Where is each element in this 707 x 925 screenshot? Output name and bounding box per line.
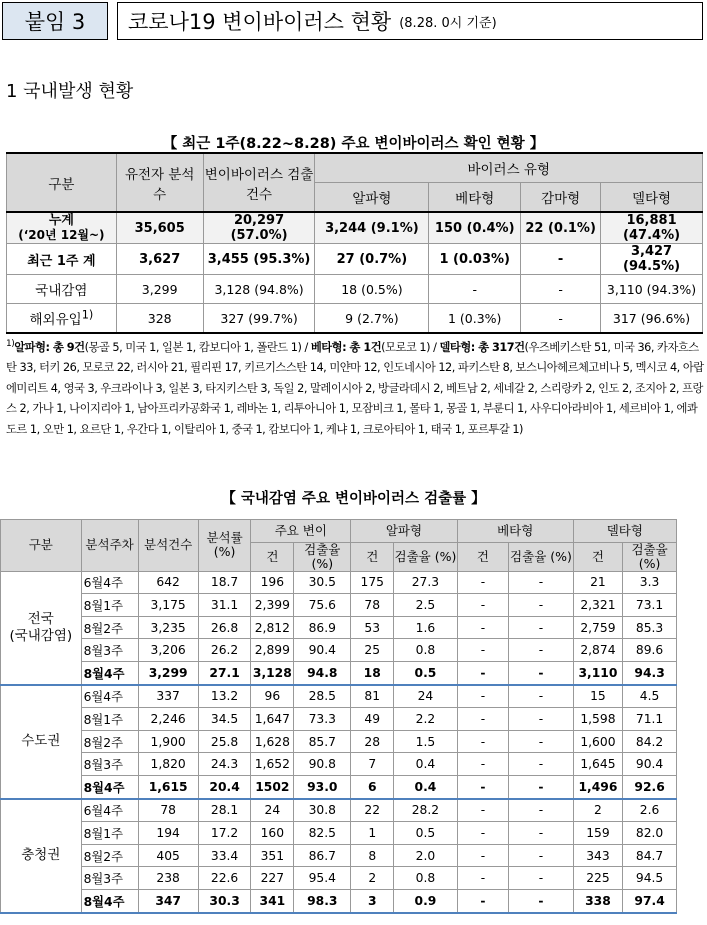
cell: 2 xyxy=(351,867,394,890)
col-header-cases: 건 xyxy=(457,542,509,571)
footnote-alpha-text: (몽골 5, 미국 1, 일본 1, 캄보디아 1, 폴란드 1) / xyxy=(84,340,311,354)
cell: 75.6 xyxy=(294,594,351,617)
cell: 93.0 xyxy=(294,775,351,798)
col-header-major: 주요 변이 xyxy=(251,520,351,543)
week-cell: 8월2주 xyxy=(81,616,138,639)
cell: 30.8 xyxy=(294,799,351,822)
region-label xyxy=(1,571,82,684)
col-header-beta: 베타형 xyxy=(429,183,521,213)
footnote-beta-label: 베타형: 총 1건 xyxy=(310,340,382,354)
table2-caption: 【 국내감염 주요 변이바이러스 검출률 】 xyxy=(221,491,486,507)
cell: 1,900 xyxy=(138,730,198,753)
cell: 1,647 xyxy=(251,708,294,731)
row-label xyxy=(7,304,117,334)
cell: 175 xyxy=(351,571,394,594)
cell: 238 xyxy=(138,867,198,890)
cell: - xyxy=(509,571,573,594)
cell: 3,627 xyxy=(116,244,203,275)
cell: 27 (0.7%) xyxy=(315,244,429,275)
cell: 1,600 xyxy=(573,730,622,753)
cell: 0.8 xyxy=(394,639,457,662)
cell: 0.5 xyxy=(394,822,457,845)
cell: 1,645 xyxy=(573,753,622,776)
table-row xyxy=(1,889,677,912)
table-row xyxy=(1,799,677,822)
week-cell: 8월1주 xyxy=(81,708,138,731)
col-header-variant: 변이바이러스 검출 건수 xyxy=(203,153,315,212)
cell: 642 xyxy=(138,571,198,594)
cell: 94.8 xyxy=(294,661,351,684)
cell: 2,812 xyxy=(251,616,294,639)
cell: 28.1 xyxy=(198,799,251,822)
footnote xyxy=(6,334,706,440)
cell: 6 xyxy=(351,775,394,798)
cell: - xyxy=(509,616,573,639)
cell: - xyxy=(509,753,573,776)
cell: 2,759 xyxy=(573,616,622,639)
row-label-text: 해외유입 xyxy=(29,312,82,328)
cell: 338 xyxy=(573,889,622,912)
cell: 24.3 xyxy=(198,753,251,776)
footnote-beta-text: (모로코 1) / xyxy=(381,340,440,354)
cell: - xyxy=(509,844,573,867)
cell: 1 (0.3%) xyxy=(429,304,521,334)
cell: 1.5 xyxy=(394,730,457,753)
table-row xyxy=(1,730,677,753)
cell: 2,246 xyxy=(138,708,198,731)
col-header-detect: 검출율 (%) xyxy=(394,542,457,571)
region-label-main: 충청권 xyxy=(21,847,61,864)
cell: 2.5 xyxy=(394,594,457,617)
cell: 33.4 xyxy=(198,844,251,867)
cell: - xyxy=(429,275,521,304)
cell: 2 xyxy=(573,799,622,822)
col-header-week: 분석주차 xyxy=(81,520,138,572)
cell: 347 xyxy=(138,889,198,912)
cell: 0.8 xyxy=(394,867,457,890)
cell: 3,299 xyxy=(116,275,203,304)
week-cell: 8월4주 xyxy=(81,775,138,798)
table-row xyxy=(1,594,677,617)
cell: 20,297 (57.0%) xyxy=(203,212,315,244)
cell: 2,874 xyxy=(573,639,622,662)
cell: - xyxy=(521,244,601,275)
cell: 2.6 xyxy=(623,799,677,822)
cell: 27.3 xyxy=(394,571,457,594)
cell: 3,427 (94.5%) xyxy=(601,244,703,275)
footnote-marker: 1) xyxy=(81,308,94,322)
cell: 337 xyxy=(138,685,198,708)
cell: - xyxy=(509,708,573,731)
cell: 1 xyxy=(351,822,394,845)
cell: 2,321 xyxy=(573,594,622,617)
col-header-cases: 건 xyxy=(573,542,622,571)
cell: 1,598 xyxy=(573,708,622,731)
cell: - xyxy=(509,594,573,617)
cell: 28.5 xyxy=(294,685,351,708)
detection-rate-table xyxy=(0,519,677,914)
col-header-alpha: 알파형 xyxy=(351,520,457,543)
cell: 86.9 xyxy=(294,616,351,639)
table-row xyxy=(1,753,677,776)
cell: 16,881 (47.4%) xyxy=(601,212,703,244)
col-header-type-group: 바이러스 유형 xyxy=(315,153,703,183)
col-header-alpha: 알파형 xyxy=(315,183,429,213)
cell: 1.6 xyxy=(394,616,457,639)
cell: - xyxy=(509,822,573,845)
col-header-beta: 베타형 xyxy=(457,520,573,543)
week-cell: 8월3주 xyxy=(81,867,138,890)
table1-caption: 【 최근 1주(8.22~8.28) 주요 변이바이러스 확인 현황 】 xyxy=(162,136,545,152)
table-row xyxy=(1,844,677,867)
row-label: 최근 1주 계 xyxy=(7,244,117,275)
cell: 13.2 xyxy=(198,685,251,708)
cell: 18 xyxy=(351,661,394,684)
cell: 24 xyxy=(394,685,457,708)
cell: 22 (0.1%) xyxy=(521,212,601,244)
cell: - xyxy=(457,616,509,639)
footnote-delta-label: 델타형: 총 317건 xyxy=(439,340,525,354)
cell: 92.6 xyxy=(623,775,677,798)
cell: 95.4 xyxy=(294,867,351,890)
cell: 1,496 xyxy=(573,775,622,798)
cell: 3,110 xyxy=(573,661,622,684)
cell: 28.2 xyxy=(394,799,457,822)
cell: - xyxy=(521,275,601,304)
col-header-cases: 건 xyxy=(351,542,394,571)
page-title-box xyxy=(117,2,703,40)
cell: 3,455 (95.3%) xyxy=(203,244,315,275)
cell: 3,206 xyxy=(138,639,198,662)
table-row xyxy=(7,212,703,244)
week-cell: 6월4주 xyxy=(81,799,138,822)
cell: - xyxy=(457,594,509,617)
region-label xyxy=(1,685,82,799)
cell: 96 xyxy=(251,685,294,708)
cell: 4.5 xyxy=(623,685,677,708)
cell: 3,128 xyxy=(251,661,294,684)
cell: 405 xyxy=(138,844,198,867)
cell: - xyxy=(457,753,509,776)
cell: 1,652 xyxy=(251,753,294,776)
cell: 18 (0.5%) xyxy=(315,275,429,304)
cell: - xyxy=(457,889,509,912)
row-label-main: 누계 xyxy=(48,213,74,228)
cell: - xyxy=(509,889,573,912)
cell: - xyxy=(509,799,573,822)
region-label-main: 수도권 xyxy=(21,733,61,750)
cell: - xyxy=(509,730,573,753)
cell: 84.2 xyxy=(623,730,677,753)
week-cell: 6월4주 xyxy=(81,571,138,594)
cell: 327 (99.7%) xyxy=(203,304,315,334)
footnote-delta-text: (우즈베키스탄 51, 미국 36, 카자흐스탄 33, 터키 26, 모로코 22, 러시아 21, 필리핀 17, 키르기스스탄 14, 미얀마 12, 인도네시아 12, 파키스탄 8, 보스니아헤르체고비나 5, 멕시코 4, 아랍에미리트 4, 영국 3, 우크라이나 3, 일본 3, 타지키스탄 3, 독일 2, 말레이시아 2, 방글라데시 2, 베트남 2, 세네갈 2, 스리랑카 2, 인도 2, 조지아 2, 프랑스 2, 가나 1, 나이지리아 1, 남아프리카공화국 1, 레바논 1, 리투아니아 1, 모잠비크 1, 몰타 1, 몽골 1, 부룬디 1, 사우디아라비아 1, 세르비아 1, 에콰도르 1, 오만 1, 요르단 1, 우간다 1, 이탈리아 1, 중국 1, 캄보디아 1, 케냐 1, 크로아티아 1, 태국 1, 포르투갈 1) xyxy=(6,340,704,436)
table-row xyxy=(7,275,703,304)
cell: - xyxy=(457,685,509,708)
table-row xyxy=(1,867,677,890)
cell: 21 xyxy=(573,571,622,594)
cell: 94.3 xyxy=(623,661,677,684)
cell: 3,110 (94.3%) xyxy=(601,275,703,304)
cell: - xyxy=(457,708,509,731)
cell: 81 xyxy=(351,685,394,708)
cell: 31.1 xyxy=(198,594,251,617)
cell: - xyxy=(457,799,509,822)
cell: 194 xyxy=(138,822,198,845)
week-cell: 6월4주 xyxy=(81,685,138,708)
cell: 3,299 xyxy=(138,661,198,684)
cell: 2,399 xyxy=(251,594,294,617)
cell: 3,175 xyxy=(138,594,198,617)
cell: 341 xyxy=(251,889,294,912)
cell: 3,128 (94.8%) xyxy=(203,275,315,304)
page-title: 코로나19 변이바이러스 현황 xyxy=(128,10,392,34)
table-row xyxy=(1,685,677,708)
variant-summary-table xyxy=(6,152,703,334)
cell: - xyxy=(521,304,601,334)
cell: 78 xyxy=(351,594,394,617)
cell: 9 (2.7%) xyxy=(315,304,429,334)
col-header-rate: 분석률 (%) xyxy=(198,520,251,572)
col-header-category: 구분 xyxy=(7,153,117,212)
page-subtitle: (8.28. 0시 기준) xyxy=(399,15,497,31)
table-row xyxy=(1,571,677,594)
cell: 227 xyxy=(251,867,294,890)
cell: 0.5 xyxy=(394,661,457,684)
cell: 1,628 xyxy=(251,730,294,753)
cell: 15 xyxy=(573,685,622,708)
cell: 150 (0.4%) xyxy=(429,212,521,244)
col-header-delta: 델타형 xyxy=(601,183,703,213)
cell: 90.8 xyxy=(294,753,351,776)
cell: - xyxy=(509,685,573,708)
cell: 25.8 xyxy=(198,730,251,753)
table-row xyxy=(1,661,677,684)
cell: 225 xyxy=(573,867,622,890)
table-row xyxy=(1,616,677,639)
cell: 196 xyxy=(251,571,294,594)
attachment-tag xyxy=(2,2,108,40)
col-header-delta: 델타형 xyxy=(573,520,676,543)
footnote-mark: 1) xyxy=(6,339,15,349)
cell: 1,615 xyxy=(138,775,198,798)
cell: 85.7 xyxy=(294,730,351,753)
cell: 30.3 xyxy=(198,889,251,912)
cell: 86.7 xyxy=(294,844,351,867)
col-header-genome: 유전자 분석 수 xyxy=(116,153,203,212)
cell: 26.8 xyxy=(198,616,251,639)
week-cell: 8월2주 xyxy=(81,844,138,867)
cell: 82.0 xyxy=(623,822,677,845)
cell: 30.5 xyxy=(294,571,351,594)
cell: 85.3 xyxy=(623,616,677,639)
cell: 34.5 xyxy=(198,708,251,731)
cell: 89.6 xyxy=(623,639,677,662)
table-row xyxy=(7,304,703,334)
region-label xyxy=(1,799,82,913)
cell: 49 xyxy=(351,708,394,731)
cell: 1 (0.03%) xyxy=(429,244,521,275)
cell: 26.2 xyxy=(198,639,251,662)
cell: 27.1 xyxy=(198,661,251,684)
cell: - xyxy=(509,775,573,798)
cell: 25 xyxy=(351,639,394,662)
cell: 35,605 xyxy=(116,212,203,244)
cell: - xyxy=(457,730,509,753)
week-cell: 8월4주 xyxy=(81,661,138,684)
col-header-gamma: 감마형 xyxy=(521,183,601,213)
week-cell: 8월3주 xyxy=(81,639,138,662)
cell: 17.2 xyxy=(198,822,251,845)
cell: - xyxy=(457,844,509,867)
cell: 82.5 xyxy=(294,822,351,845)
cell: 94.5 xyxy=(623,867,677,890)
cell: 3 xyxy=(351,889,394,912)
row-label-sub: (‘20년 12월~) xyxy=(18,228,105,242)
cell: 22 xyxy=(351,799,394,822)
table-row xyxy=(1,775,677,798)
week-cell: 8월4주 xyxy=(81,889,138,912)
table-row xyxy=(1,708,677,731)
cell: 8 xyxy=(351,844,394,867)
cell: 20.4 xyxy=(198,775,251,798)
cell: - xyxy=(457,661,509,684)
col-header-cases: 건 xyxy=(251,542,294,571)
col-header-count: 분석건수 xyxy=(138,520,198,572)
cell: 2.2 xyxy=(394,708,457,731)
footnote-alpha-label: 알파형: 총 9건 xyxy=(14,340,85,354)
cell: - xyxy=(509,661,573,684)
cell: - xyxy=(509,867,573,890)
cell: 73.1 xyxy=(623,594,677,617)
cell: - xyxy=(457,867,509,890)
cell: - xyxy=(457,571,509,594)
week-cell: 8월1주 xyxy=(81,822,138,845)
cell: 3.3 xyxy=(623,571,677,594)
cell: 343 xyxy=(573,844,622,867)
cell: 90.4 xyxy=(294,639,351,662)
table-row xyxy=(1,639,677,662)
col-header-category: 구분 xyxy=(1,520,82,572)
cell: 73.3 xyxy=(294,708,351,731)
cell: 159 xyxy=(573,822,622,845)
cell: 0.9 xyxy=(394,889,457,912)
cell: 98.3 xyxy=(294,889,351,912)
row-label xyxy=(7,212,117,244)
cell: 2,899 xyxy=(251,639,294,662)
cell: 78 xyxy=(138,799,198,822)
cell: 24 xyxy=(251,799,294,822)
col-header-detect: 검출율 (%) xyxy=(509,542,573,571)
attachment-tag-text: 붙임 3 xyxy=(24,10,86,34)
region-label-sub: (국내감염) xyxy=(9,627,73,644)
cell: - xyxy=(457,775,509,798)
cell: 84.7 xyxy=(623,844,677,867)
cell: 90.4 xyxy=(623,753,677,776)
cell: 2.0 xyxy=(394,844,457,867)
cell: 18.7 xyxy=(198,571,251,594)
cell: 97.4 xyxy=(623,889,677,912)
cell: 328 xyxy=(116,304,203,334)
cell: - xyxy=(457,822,509,845)
cell: 160 xyxy=(251,822,294,845)
region-label-main: 전국 xyxy=(27,610,54,627)
cell: 3,244 (9.1%) xyxy=(315,212,429,244)
col-header-detect: 검출율 (%) xyxy=(623,542,677,571)
table-row xyxy=(7,244,703,275)
cell: 0.4 xyxy=(394,753,457,776)
cell: - xyxy=(457,639,509,662)
cell: 28 xyxy=(351,730,394,753)
cell: 53 xyxy=(351,616,394,639)
week-cell: 8월3주 xyxy=(81,753,138,776)
row-label: 국내감염 xyxy=(7,275,117,304)
cell: 1,820 xyxy=(138,753,198,776)
cell: 351 xyxy=(251,844,294,867)
cell: 71.1 xyxy=(623,708,677,731)
cell: 317 (96.6%) xyxy=(601,304,703,334)
section-heading: 1 국내발생 현황 xyxy=(6,81,134,102)
week-cell: 8월2주 xyxy=(81,730,138,753)
cell: 22.6 xyxy=(198,867,251,890)
table-row xyxy=(1,822,677,845)
cell: 3,235 xyxy=(138,616,198,639)
cell: 1502 xyxy=(251,775,294,798)
col-header-detect: 검출율 (%) xyxy=(294,542,351,571)
cell: 7 xyxy=(351,753,394,776)
cell: - xyxy=(509,639,573,662)
cell: 0.4 xyxy=(394,775,457,798)
week-cell: 8월1주 xyxy=(81,594,138,617)
